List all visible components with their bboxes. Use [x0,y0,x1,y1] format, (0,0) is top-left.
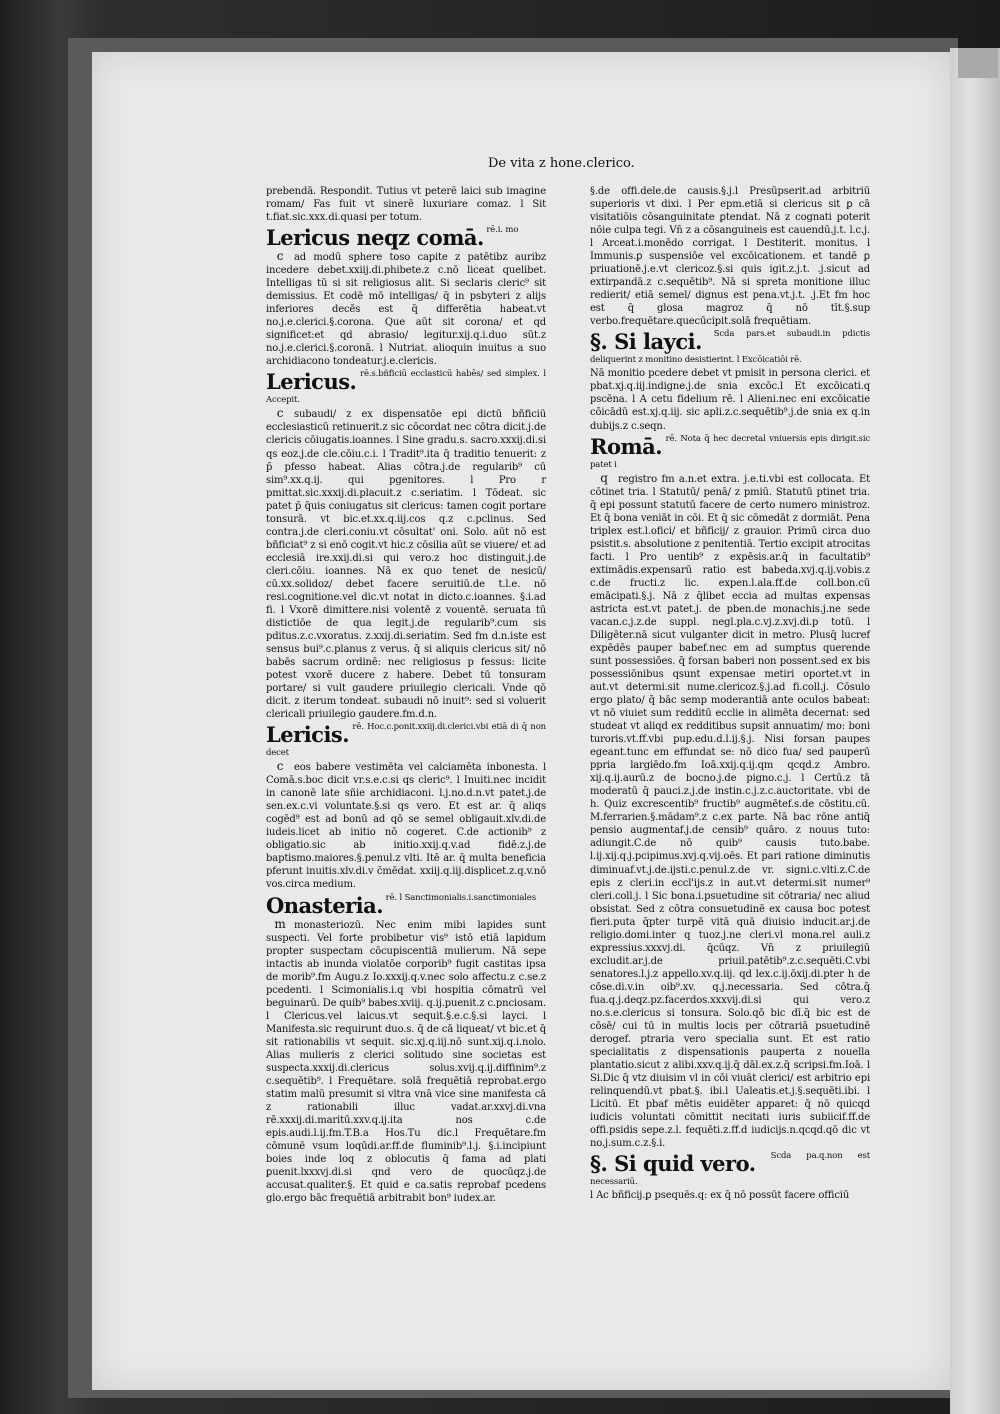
paragraph-text: Nā monitio pcedere debet vt pmisit in persona clerici. et pbat.xj.q.iij.indigne.j.de snia excōc.l Et excōicati.q pscēna. l A cetu fidelium rē. l Alieni.nec eni excōicatie cōicādū est.xj.q.iij. sic apli.z.c.sequētib⁹.j.de snia ex q.in dubijs.z c.seqn. [590,368,870,432]
facing-page-edge [950,48,1000,1414]
paragraph-text: registro fm a.n.et extra. j.e.ti.vbi est collocata. Et cōtinet tria. l Statutū/ penā/ z pmiū. Statutū ptinet tria. q̄ epi possunt statutū facere de certo numero ministroz. Et q̄ bona veniāt in cōi. Et q̄ sic cōmedāt z dormiāt. Pena triplex est.l.ofici/ et bñficij/ z grauior. Primū circa duo psistit.s. absolutione z penitentiā. Tertio excipit atrocitas facti. l Pro uentib⁹ z expēsis.ar.q̄ in facultatib⁹ extimādis.expensarū ratio est babeda.xvj.q.ij.vobis.z c.de fructi.z lic. expen.l.ala.ff.de coll.bon.cū emācipati.§.j. Nā z q̄libet eccia ad multas expensas astricta est.vt patet.j. de pben.de monachis.j.ne sede vacan.c.j.z.de suppl. negl.pla.c.vj.z.xvj.di.p totū. l Diligēter.nā sicut vulganter dicit in metro. Plusq̄ lucref expēdēs pauper babef.nec em ad sumptus querende sunt possessiōes. q̄ forsan baberi non possent.sed ex bis possessiōnibus qsunt expensae metiri oportet.vt in aut.vt determi.sit nume.clericoz.§.j.ad fi.coll.j. Cōsulo ergo plato/ q̄ bāc semp moderantiā ante oculos babeat: vt nō viuiet sum redditū ecclie in alimēta decernat: sed studeat vt aliqd ex redditibus supsit annuatim/ mo: boni turoris.vt.ff.vbi pup.edu.d.l.ij.§.j. Nisi forsan paupes egeant.tunc em effundat se: nō dico fua/ sed pauperū ppria largiēdo.fm Ioā.xxij.q.ij.qm qcqd.z Ambro. xij.q.ij.aurū.z de bocno.j.de pigno.c.j. l Certū.z tā moderatū q̄ pauci.z.j.de instin.c.j.z.c.auctoritate. vbi de h. Quiz excrescentib⁹ fructib⁹ augmētef.s.de cōstitu.cū. M.ferrarien.§.mādam⁹.z c.ex parte. Nā bac rōne antiq̄ pensio augmentaf.j.de censib⁹ quāro. z nouus tuto: adiungit.C.de nō quib⁹ causis tuto.babe. l.ij.xij.q.j.pcipimus.xvj.q.vij.oēs. Et pari ratione diminutis diminuaf.vt.j.de.ijsti.c.penul.z.de vr. signi.c.vlti.z.C.de epis z cleri.in eccl'ijs.z in aut.vt determi.sit numer⁹ cleri.coll.j. l Sic bona.i.psuetudine sit cōtraria/ nec aliud obsistat. Sed z cōtra consuetudinē ex causa boc potest fieri.puta q̄pter turpē vitā quā diuisio inducit.ar.j.de religio.domi.inter q tuoz.j.ne cleri.vl mona.rel auli.z expressius.xxxvj.di. q̄cūqz. Vn̄ z priuilegiū excludit.ar.j.de priuil.patētib⁹.z.c.sequēti.C.vbi senatores.l.j.z appello.xv.q.iij. qd lex.c.ij.ōxij.di.pter h de cōse.di.v.in oib⁹.xv. q.j.necessaria. Sed cōtra.q̄ fua.q.j.deqz.pz.facerdos.xxxvij.di.si qui vero.z no.s.e.clericus si tonsura. Solo.qō bic dī.q̄ bic est de cōsē/ cui tū in multis locis per cōtrariā psuetudinē derogef. ptraria vero specialia sunt. Et est ratio specialitatis z dispensationis pauperta z nouella plantatio.sicut z alibi.xxv.q.ij.q̄ dāl.ex.z.q̄ scripsi.fm.Ioā. l Si.Dic q̄ vtz diuisim vl in cōi viuāt clerici/ est arbitrio epi relinquendū.vt pbat.§. ibi.l Ualeatis.et.j.§.sequēti.ibi. l Licitū. Et pbaf mētis euidēter apparet: q̄ nō quicqd iudicis voluntati cōmittit necitati iuris subiicif.ff.de offi.psidis sepe.z.l. fequēti.z.ff.d iudicijs.n.qcqd.qō dic vt no.j.sum.c.z.§.i. [590,473,870,1150]
text-paragraph [590,1189,870,1202]
right-column [590,185,870,1202]
rubric-line [266,368,546,407]
text-paragraph [266,250,546,368]
paragraph-text: subaudi/ z ex dispensatōe epi dictū bñficiū ecclesiasticū retinuerit.z sic cōcordat nec cōtra dicit.j.de clericis cōiugatis.ioannes. l Sine gradu.s. sacro.xxxij.di.si qs eoz.j.de cle.cōiu.c.i. l Tradit⁹.ita q̄ traditio tenuerit: z p̄ pfesso habeat. Alias cōtra.j.de regularib⁹ cū sim⁹.xx.q.ij. qui pgenitores. l Pro r pmittat.sic.xxxij.di.placuit.z c.seriatim. l Tōdeat. sic patet p̄ q̄uis coniugatus sit clericus: tamen cogit portare tonsurā. vt bic.et.xx.q.iij.cos q.z c.pclinus. Sed contra.j.de cleri.coniu.vt cōsultat' oni. Solo. aūt nō est bñficiat⁹ z si enō cogit.vt hic.z cōsilia aūt se viuere/ et ad ecclesiā ire.xxij.di.si qui vero.z hoc distinguit.j.de cleri.cōiu. ioannes. Nā ex quo tenet de nesicū/ cū.xx.solidoz/ debet facere seruitiū.de t.l.e. nō resi.cognitione.vel dic.vt notat in dicto.c.ioannes. §.i.ad fi. l Vxorē dimittere.nisi volentē z vouentē. seruata tū distictiōe de qua legit.j.de regularib⁹.cum sis pditus.z.c.vxoratus. z.xxij.di.seriatim. Sed fm d.n.iste est sensus bui⁹.c.planus z verus. q̄ si aliquis clericus sit/ nō babēs sacrum ordinē: nec religiosus p fessus: licite potest vxorē ducere z habere. Debet tū tonsuram portare/ si vult gaudere priuilegio clericali. Vnde qō dicit. z iterum tondeat. subaudi nō inuit⁹: sed si voluerit clericali priuilegio gaudere.fm.d.n. [266,409,546,721]
left-column [266,185,546,1205]
rubric-gloss: Scda pars.et subaudi.in pdictis deliquerint z monitino desistierint. l Excōicatiōi rē. [590,329,870,366]
rubric-gloss: Scda pa.q.non est necessariū. [590,1151,870,1188]
guide-letter: q [600,470,608,485]
rubric-heading: §. Si quid vero. [590,1151,756,1177]
text-paragraph [266,918,546,1206]
text-paragraph [590,367,870,432]
rubric-heading: Lericis. [266,722,350,748]
running-head: De vita z hone.clerico. [488,156,635,171]
rubric-heading: Lericus neqz comā. [266,225,484,251]
rubric-gloss: rē. l Sanctimonialis.i.sanctimoniales [383,892,536,903]
paragraph-text: l Ac bñficij.ꝑ psequēs.q: ex q̄ nō possūt facere officiū [590,1190,850,1202]
rubric-line [590,433,870,472]
text-paragraph [590,472,870,1151]
paragraph-text: eos babere vestimēta vel calciamēta inbonesta. l Comā.s.boc dicit vr.s.e.c.si qs cleric⁹. l Inuiti.nec incidit in canonē late sñie archidiaconi. l.j.no.d.n.vt patet.j.de sen.ex.c.vi voluntate.§.si qs vero. Et est ar. q̄ aliqs cogēd⁹ est ad bonū ad qō se semel obligauit.xlv.di.de iudeis.licet ab initio nō cogeret. C.de actionib⁹ z obligatio.sic ab initio.xxij.q.v.ad fidē.z.j.de baptismo.maiores.§.penul.z vlti. Itē ar. q̄ multa beneficia pferunt inuitis.xlv.di.v c̄mēdat. xxiij.q.iij.displicet.z.q.v.nō vos.circa medium. [266,762,546,891]
guide-letter: m [274,916,286,931]
rubric-line [266,224,546,250]
rubric-heading: Onasteria. [266,892,384,918]
rubric-line [590,328,870,367]
paragraph-text: prebendā. Respondit. Tutius vt peterē laici sub imagine romam/ Fas fuit vt sinerē luxuriare comaz. l Sit t.fiat.sic.xxx.di.quasi per totum. [266,186,546,224]
rubric-line [590,1150,870,1189]
text-paragraph [266,407,546,721]
text-paragraph [590,185,870,328]
paragraph-text: monasteriozū. Nec enim mibi lapides sunt suspecti. Vel forte probibetur vis⁹ istō etiā lapidum propter suspectam cōcupiscentiā mulierum. Nā sepe intactis ab inunda violatōe corporib⁹ fugit castitas ipsa de morib⁹.fm Augu.z Io.xxxij.q.v.nec solo affectu.z c.se.z pcedenti. l Scimonialis.i.q vbi hospitia cōmatrū vel beguinarū. De quib⁹ babes.xviij. q.ij.puenit.z c.pnciosam. l Clericus.vel laicus.vt sequit.§.e.c.§.si layci. l Manifesta.sic requirunt duo.s. q̄ de cā liqueat/ vt bic.et q̄ sit rationabilis vt sequit. sic.xj.q.iij.nō sunt.xij.q.i.nolo. Alias mulieris z clerici solitudo sine societas est suspecta.xxxij.di.clericus solus.xvij.q.ij.diffinim⁹.z c.sequētib⁹. l Frequētare. solā frequētiā reprobat.ergo statim malū presumit si vltra vnā vice sine manifesta cā z rationabili illuc vadat.ar.xxvj.di.vna rē.xxxij.di.maritū.xxv.q.ij.ita nos c.de epis.audi.l.ij.fm.T.B.a Hos.Tu dic.l Frequētare.fm cōmunē vsum loqūdi.ar.ff.de fluminib⁹.l.j. §.i.incipiunt boies inde loq z oblocutis q̄ fama ad plati ꝑuenit.lxxxvj.di.si qnd vero de quocūqz.j.de accusat.qualiter.§. Et quid e ca.satis reprobaf pcedens glo.ergo bāc frequētiā arbitrabit bon⁹ iudex.ar. [266,919,546,1205]
rubric-line [266,892,546,918]
rubric-gloss: rē. Nota q̄ hec decretal vniuersis epis dirigit.sic patet i [590,433,870,470]
text-paragraph [266,185,546,224]
rubric-heading: Romā. [590,433,663,459]
text-paragraph [266,760,546,891]
rubric-line [266,721,546,760]
guide-letter: c [276,759,284,774]
guide-letter: c [276,406,284,421]
rubric-heading: Lericus. [266,369,357,395]
rubric-heading: §. Si layci. [590,329,702,355]
rubric-gloss: rē. Hoc.c.ponit.xxiij.di.clerici.vbi etiā di q̄ non decet [266,722,546,759]
paragraph-text: ad modū sphere toso capite z patētibz auribz incedere debet.xxiij.di.phibete.z c.nō liceat quelibet. Intelligas tū si sit religiosus alit. Si seclaris cleric⁹ sit demissius. Et codē mō intelligas/ q̄ in psbyteri z alijs inferiores decēs est q̄ differētia habeat.vt no.j.e.clerici.§.corona. Que aūt sit corona/ et qd significet:et qd abrasio/ legitur.xij.q.i.duo sūt.z no.j.e.clerici.§.coronā. l Nutriat. alioquin inuitus a suo archidiacono tondeatur.j.e.clericis. [266,252,546,368]
rubric-gloss: rē.s.bñficiū ecclasticū habēs/ sed simplex. l Accepit. [266,369,546,406]
guide-letter: c [276,249,284,264]
rubric-gloss: rē.i. mo [483,225,519,236]
paragraph-text: §.de offi.dele.de causis.§.j.l Presūpserit.ad arbitriū superioris vt dixi. l Per epm.etiā si clericus sit ꝑ cā visitatiōis cōsanguinitate ꝑtendat. Nā z cognati poterit nōie culpa tegi. Vn̄ z a cōsanguineis est cauendū.j.t. l.c.j. l Arceat.i.monēdo corrigat. l Destiterit. monitus. l Immunis.ꝑ suspensiōe vel excōicationem. et tandē ꝑ priuationē.j.e.vt clericoz.§.si quis igit.z.j.t. .j.sicut ad extirpandā.z c.sequētib⁹. Nā si spreta monitione illuc redierit/ etiā semel/ dignus est pena.vt.j.t. .j.Et fm hoc est q̄ glosa magroz q̄ nō tīt.§.sup verbo.frequētare.quecūcipit.solā frequētiam. [590,186,870,328]
